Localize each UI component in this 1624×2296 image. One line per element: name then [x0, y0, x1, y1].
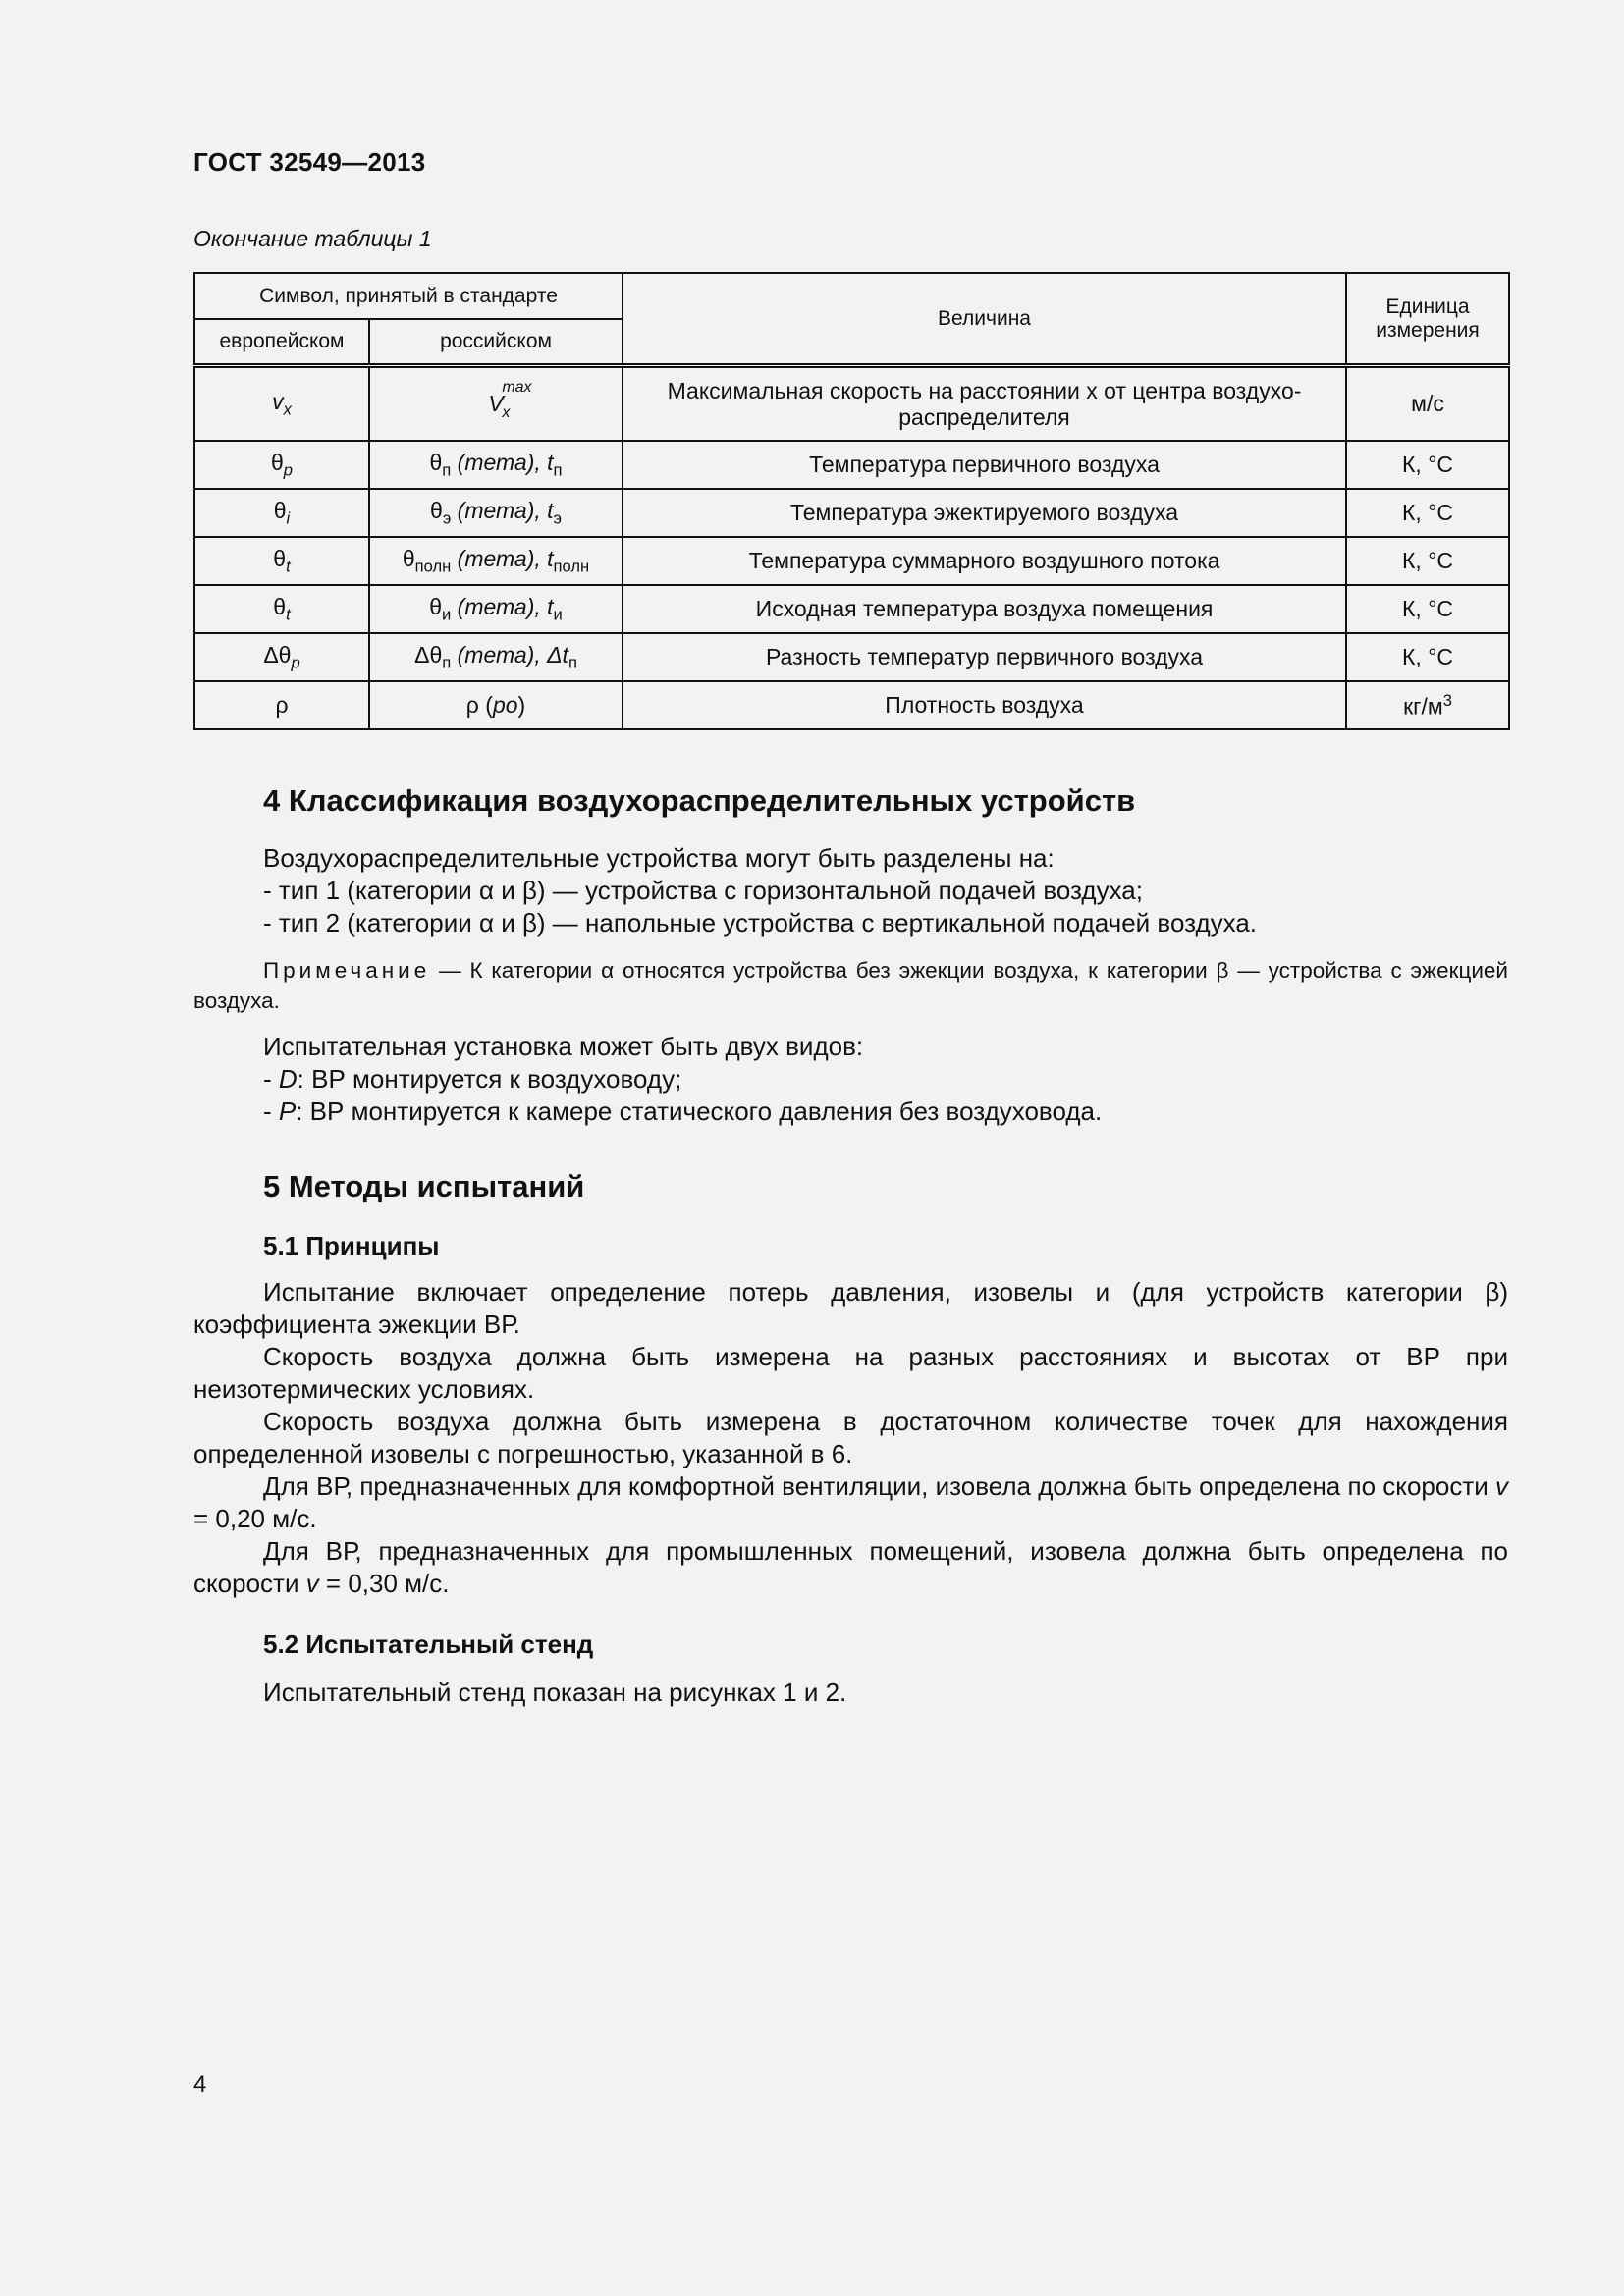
- paragraph: Скорость воздуха должна быть измерена в достаточном количестве точек для нахождения определенной изовелы с погрешностью, указанной в 6.: [193, 1407, 1508, 1468]
- header-european: европейском: [194, 319, 369, 366]
- symbols-table: [193, 272, 1510, 730]
- paragraph: Испытание включает определение потерь давления, изовелы и (для устройств категории β) коэффициента эжекции ВР.: [193, 1277, 1508, 1339]
- cell-quantity: Максимальная скорость на расстоянии x от центра воздухо-распределителя: [623, 366, 1346, 442]
- page-number: 4: [193, 2071, 207, 2098]
- note-label: Примечание: [263, 958, 431, 983]
- cell-russian: $\theta_и$ (тета), $t_и$: [369, 585, 623, 633]
- table-row: [194, 681, 1509, 729]
- cell-european: $v_x$: [194, 366, 369, 442]
- cell-unit: м/с: [1346, 366, 1509, 442]
- table-row: [194, 489, 1509, 537]
- subsection-5-1-title: 5.1 Принципы: [263, 1231, 440, 1260]
- header-russian: российском: [369, 319, 623, 366]
- paragraph: Для ВР, предназначенных для промышленных помещений, изовела должна быть определена по скорости v = 0,30 м/с.: [193, 1536, 1508, 1598]
- table-row: [194, 537, 1509, 585]
- subsection-5-2-title: 5.2 Испытательный стенд: [263, 1629, 594, 1659]
- cell-european: $\theta_t$: [194, 537, 369, 585]
- cell-european: $\theta_t$: [194, 585, 369, 633]
- header-symbol-group: Символ, принятый в стандарте: [194, 273, 623, 319]
- list-item: - тип 2 (категории α и β) — напольные устройства с вертикальной подачей воздуха.: [263, 908, 1258, 937]
- cell-quantity: Разность температур первичного воздуха: [623, 633, 1346, 681]
- paragraph: Для ВР, предназначенных для комфортной вентиляции, изовела должна быть определена по скорости v = 0,20 м/с.: [193, 1471, 1508, 1533]
- cell-russian: $\theta_э$ (тета), $t_э$: [369, 489, 623, 537]
- note: [193, 955, 1508, 1016]
- cell-russian: $\Delta\theta_п$ (тета), $\Delta t_п$: [369, 633, 623, 681]
- cell-russian: ρ (ро): [369, 681, 623, 729]
- paragraph: Испытательная установка может быть двух видов:: [263, 1032, 864, 1061]
- cell-russian: $\theta_{полн}$ (тета), $t_{полн}$: [369, 537, 623, 585]
- section-5-1-body: [193, 1276, 1508, 1600]
- cell-quantity: Температура суммарного воздушного потока: [623, 537, 1346, 585]
- table-row: [194, 366, 1509, 442]
- cell-quantity: Температура первичного воздуха: [623, 441, 1346, 489]
- cell-russian: V max x: [369, 366, 623, 442]
- cell-unit: К, °С: [1346, 585, 1509, 633]
- document-header: ГОСТ 32549—2013: [193, 147, 426, 177]
- table-row: [194, 585, 1509, 633]
- list-item: - D: ВР монтируется к воздуховоду;: [263, 1064, 682, 1094]
- install-list: [193, 1031, 1508, 1128]
- cell-unit: К, °С: [1346, 633, 1509, 681]
- section-4-list: [193, 842, 1508, 939]
- paragraph: Воздухораспределительные устройства могут быть разделены на:: [263, 843, 1055, 873]
- cell-quantity: Плотность воздуха: [623, 681, 1346, 729]
- cell-unit: К, °С: [1346, 537, 1509, 585]
- section-5-title: 5 Методы испытаний: [263, 1169, 585, 1203]
- header-unit: Единица измерения: [1346, 273, 1509, 366]
- cell-quantity: Температура эжектируемого воздуха: [623, 489, 1346, 537]
- cell-unit: К, °С: [1346, 489, 1509, 537]
- cell-quantity: Исходная температура воздуха помещения: [623, 585, 1346, 633]
- note-text: — К категории α относятся устройства без эжекции воздуха, к категории β — устройства с эжекцией воздуха.: [193, 958, 1508, 1013]
- cell-european: $\theta_i$: [194, 489, 369, 537]
- header-quantity: Величина: [623, 273, 1346, 366]
- cell-european: $\theta_p$: [194, 441, 369, 489]
- cell-unit: $кг/м^3$: [1346, 681, 1509, 729]
- table-caption: Окончание таблицы 1: [193, 226, 432, 251]
- table-row: [194, 441, 1509, 489]
- paragraph: Скорость воздуха должна быть измерена на разных расстояниях и высотах от ВР при неизотермических условиях.: [193, 1342, 1508, 1404]
- table-row: [194, 633, 1509, 681]
- section-5-2-body: [193, 1677, 1508, 1709]
- cell-european: ρ: [194, 681, 369, 729]
- list-item: - тип 1 (категории α и β) — устройства с горизонтальной подачей воздуха;: [263, 876, 1143, 905]
- paragraph: Испытательный стенд показан на рисунках 1 и 2.: [263, 1678, 847, 1707]
- section-4-title: 4 Классификация воздухораспределительных устройств: [263, 783, 1136, 818]
- list-item: - P: ВР монтируется к камере статического давления без воздуховода.: [263, 1096, 1103, 1126]
- cell-russian: $\theta_п$ (тета), $t_п$: [369, 441, 623, 489]
- cell-european: $\Delta\theta_p$: [194, 633, 369, 681]
- cell-unit: К, °С: [1346, 441, 1509, 489]
